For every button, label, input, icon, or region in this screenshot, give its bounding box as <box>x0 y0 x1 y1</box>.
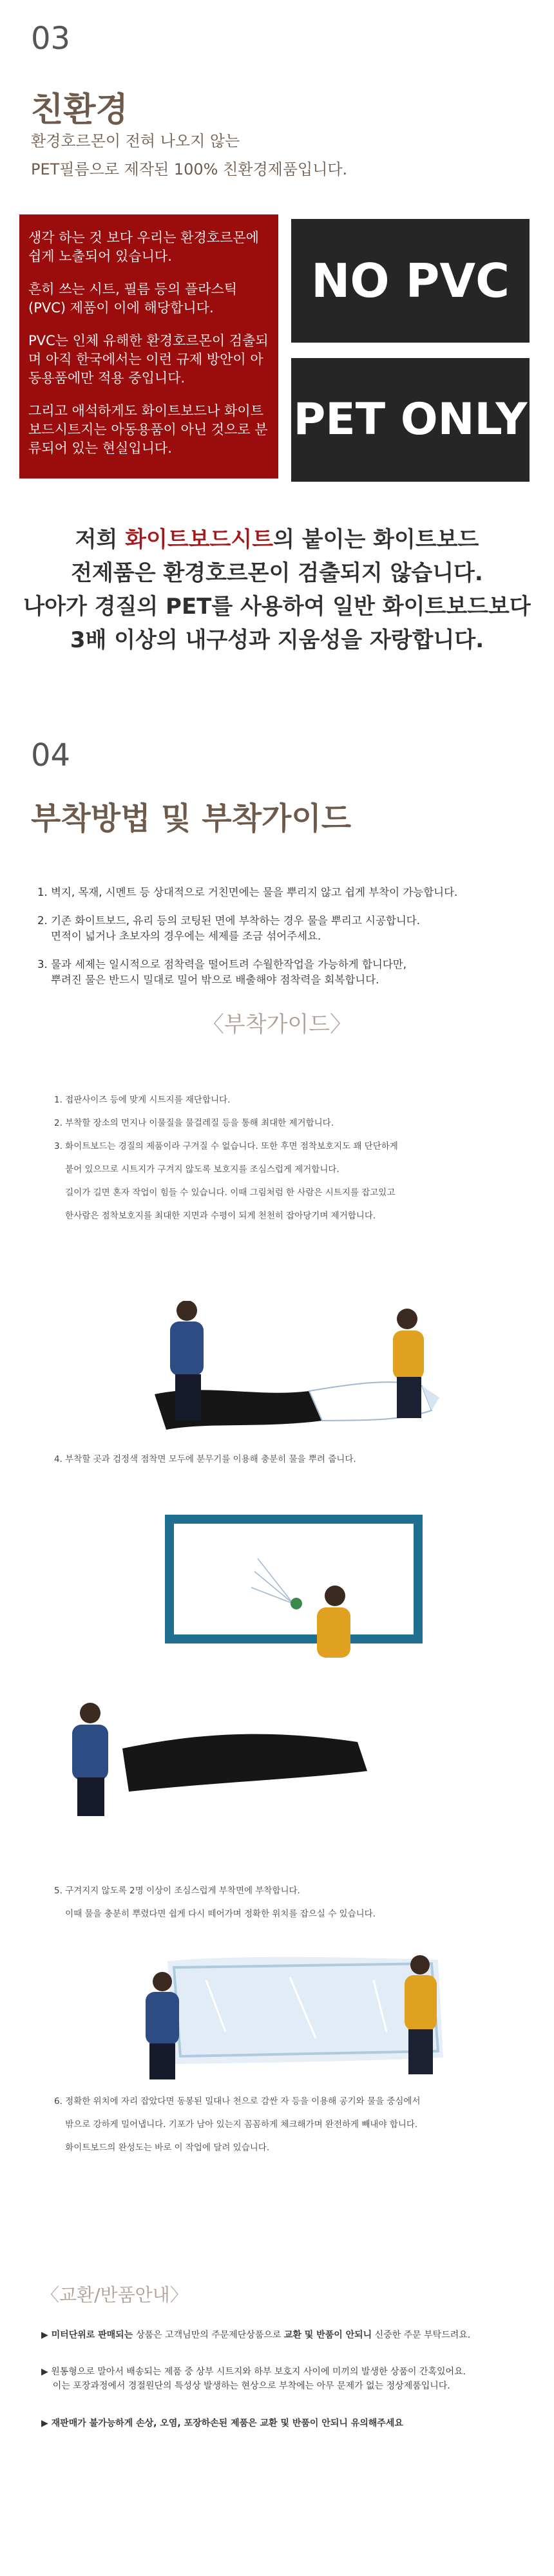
exchange-1-rest: 상품은 고객님만의 주문제단상품으로 <box>136 2330 284 2340</box>
msg-pre: 저희 <box>75 527 126 553</box>
exchange-2a: ▶ 원통형으로 말아서 배송되는 제품 중 상부 시트지와 하부 보호지 사이에 미끼의 발생한 상품이 간혹있어요. <box>41 2367 466 2377</box>
step-3: 3. 화이트보드는 경질의 제품이라 구겨질 수 없습니다. 또한 후면 점착보호지도 꽤 단단하게 <box>54 1141 398 1151</box>
pvc-warning-box <box>19 214 278 478</box>
instruction-3: 3. 물과 세제는 일시적으로 점착력을 떨어트려 수월한작업을 가능하게 합니다만, <box>37 958 406 971</box>
exchange-1-bold: ▶ 미터단위로 판매되는 <box>41 2330 137 2340</box>
eco-subtitle-1: 환경호르몬이 전혀 나오지 않는 <box>31 132 240 150</box>
section-number-03: 03 <box>31 21 71 57</box>
exchange-item-2 <box>41 2365 550 2393</box>
step-6a: 6. 정확한 위치에 자리 잡았다면 동봉된 밀대나 천으로 감싼 자 등을 이용해 공기와 물을 중심에서 <box>54 2096 421 2107</box>
exchange-item-3: ▶ 재판매가 불가능하게 손상, 오염, 포장하손된 제품은 교환 및 반품이 안되니 유의해주세요 <box>41 2418 403 2429</box>
msg-highlight: 화이트보드시트 <box>125 527 274 553</box>
warning-paragraph-3: PVC는 인체 유해한 환경호르몬이 검출되며 아직 한국에서는 이런 규제 방안이 아동용품에만 적용 중입니다. <box>28 333 269 386</box>
step-4: 4. 부착할 곳과 검정색 점착면 모두에 분무기를 이용해 충분히 물을 뿌려 줍니다. <box>54 1454 356 1464</box>
step-3c: 길이가 길면 혼자 작업이 힘들 수 있습니다. 이때 그림처럼 한 사람은 시트지를 잡고있고 <box>54 1188 396 1198</box>
attach-instructions <box>37 885 546 988</box>
exchange-title: 〈교환/반품안내〉 <box>41 2284 188 2306</box>
no-pvc-badge: NO PVC <box>291 219 530 343</box>
step-6 <box>54 2090 544 2159</box>
instruction-1: 1. 벽지, 목재, 시멘트 등 상대적으로 거친면에는 물을 뿌리지 않고 쉽게 부착이 가능합니다. <box>37 886 458 898</box>
guide-subtitle: 〈부착가이드〉 <box>202 1012 352 1037</box>
warning-paragraph-4: 그리고 애석하게도 화이트보드나 화이트보드시트지는 아동용품이 아닌 것으로 분류되어 있는 현실입니다. <box>28 403 268 456</box>
exchange-2b: 이는 포장과정에서 경절원단의 특성상 발생하는 현상으로 부착에는 아무 문제가 없는 정상제품입니다. <box>41 2381 450 2391</box>
warning-paragraph-1: 생각 하는 것 보다 우리는 환경호르몬에 쉽게 노출되어 있습니다. <box>28 230 259 264</box>
steps-1-3 <box>54 1088 544 1227</box>
step-6b: 밖으로 강하게 밀어냅니다. 기포가 남아 있는지 꼼꼼하게 체크해가며 완전하게 빼내야 합니다. <box>54 2119 418 2130</box>
msg-line-4: 3배 이상의 내구성과 지움성을 자랑합니다. <box>70 627 484 653</box>
step-1: 1. 접판사이즈 등에 맞게 시트지를 재단합니다. <box>54 1095 231 1105</box>
instruction-3b: 뿌려진 물은 반드시 밀대로 밀어 밖으로 배출해야 점착력을 회복합니다. <box>37 974 379 986</box>
section-title-eco: 친환경 <box>31 91 128 129</box>
spraying-illustration <box>58 1501 444 1823</box>
attaching-illustration <box>129 1942 464 2083</box>
peeling-illustration <box>129 1301 464 1439</box>
step-5 <box>54 1879 544 1926</box>
msg-line-2: 전제품은 환경호르몬이 검출되지 않습니다. <box>71 560 483 586</box>
exchange-item-1 <box>41 2328 550 2342</box>
step-3b: 붙어 있으므로 시트지가 구겨지 않도록 보호지를 조심스럽게 제거합니다. <box>54 1164 339 1175</box>
exchange-1-end: 신중한 주문 부탁드려요. <box>372 2330 471 2340</box>
step-6c: 화이트보드의 완성도는 바로 이 작업에 달려 있습니다. <box>54 2143 270 2153</box>
warning-paragraph-2: 흔히 쓰는 시트, 필름 등의 플라스틱 (PVC) 제품이 이에 해당합니다. <box>28 281 238 316</box>
msg-line-3: 나아가 경질의 PET를 사용하여 일반 화이트보드보다 <box>23 594 531 620</box>
exchange-1-bold2: 교환 및 반품이 안되니 <box>283 2330 372 2340</box>
instruction-2b: 면적이 넓거나 초보자의 경우에는 세제를 조금 섞어주세요. <box>37 930 321 942</box>
step-5b: 이때 물을 충분히 뿌렸다면 쉽게 다시 떼어가며 정확한 위치를 잡으실 수 있습니다. <box>54 1909 376 1919</box>
step-2: 2. 부착할 장소의 먼지나 이물질을 물걸레질 등을 통해 최대한 제거합니다. <box>54 1118 334 1128</box>
eco-message <box>0 523 554 657</box>
section-number-04: 04 <box>31 737 71 773</box>
section-title-guide: 부착방법 및 부착가이드 <box>31 800 352 837</box>
instruction-2: 2. 기존 화이트보드, 유리 등의 코팅된 면에 부착하는 경우 물을 뿌리고 시공합니다. <box>37 914 420 927</box>
pet-only-badge: PET ONLY <box>291 358 530 482</box>
msg-post: 의 붙이는 화이트보드 <box>273 527 479 553</box>
step-3d: 한사람은 점착보호지를 최대한 지면과 수평이 되게 천천히 잡아당기며 제거합니다. <box>54 1211 376 1221</box>
step-5a: 5. 구겨지지 않도록 2명 이상이 조심스럽게 부착면에 부착합니다. <box>54 1886 300 1896</box>
eco-subtitle-2: PET필름으로 제작된 100% 친환경제품입니다. <box>31 160 348 178</box>
